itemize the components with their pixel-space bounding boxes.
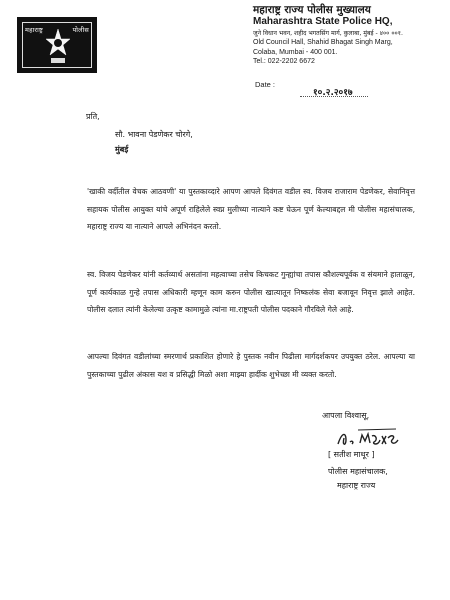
- date-underline: [300, 96, 368, 97]
- body-paragraph-1: 'खाकी वर्दीतील वेचक आठवणी' या पुस्तकाव्दारे आपण आपले दिवंगत वडील स्व. विजय राजाराम पेडणेकर, सेवानिवृत्त सहायक पोलीस आयुक्त यांचे अपूर्ण राहिलेले स्वप्न मुलीच्या नात्याने कष्ट घेऊन पूर्ण केल्याबद्दल मी पोलीस महासंचालक, महाराष्ट्र राज्य या नात्याने आपले अभिनंदन करतो.: [87, 187, 415, 231]
- hq-title-english: Maharashtra State Police HQ,: [253, 16, 393, 27]
- addressee-name: सौ. भावना पेडणेकर चोरगे,: [115, 130, 193, 139]
- body-paragraph-3: आपल्या दिवंगत वडीलांच्या स्मरणार्थ प्रकाशित होणारे हे पुस्तक नवीन पिढीला मार्गदर्शकपर उपयुक्त ठरेल. आपल्या या पुस्तकाच्या पुढील अंकास यश व प्रसिद्धी मिळो अशा माझ्या हार्दीक शुभेच्छा मी व्यक्त करतो.: [87, 352, 415, 379]
- hq-address-marathi: जुने विधान भवन, शहीद भगतसिंग मार्ग, कुलाबा, मुंबई - ४०० ००१.: [253, 30, 403, 37]
- signatory-state: महाराष्ट्र राज्य: [337, 481, 376, 490]
- police-emblem-logo: [17, 17, 97, 73]
- hq-header: [253, 4, 448, 67]
- addressee-salutation: प्रति,: [86, 112, 100, 121]
- signatory-name: [ सतीश माथूर ]: [328, 450, 375, 459]
- hq-address-english-line2: Colaba, Mumbai - 400 001.: [253, 48, 338, 56]
- signatory-designation: पोलीस महासंचालक,: [328, 467, 388, 476]
- hq-title-marathi: महाराष्ट्र राज्य पोलीस मुख्यालय: [253, 4, 371, 16]
- handwritten-signature: [336, 426, 406, 450]
- police-star-icon: [46, 28, 70, 68]
- body-paragraph-2: स्व. विजय पेडणेकर यांनी कर्तव्यार्थ असतांना महत्वाच्या तसेच किचकट गुन्ह्यांचा तपास कौशल्यपूर्वक व संयमाने हाताळून, पूर्ण कार्यकाळ गुन्हे तपास अधिकारी म्हणून काम करुन पोलीस खात्यातून निष्कलंक सेवा बजावून निवृत्त झाले आहेत. पोलीस दलात त्यांनी केलेल्या उत्कृष्ट कामामुळे त्यांना मा.राष्ट्रपती पोलीस पदकाने गौरविले गेले आहे.: [87, 270, 415, 314]
- emblem-label-left: महाराष्ट्र: [25, 26, 43, 34]
- hq-telephone: Tel.: 022-2202 6672: [253, 58, 315, 65]
- closing-phrase: आपला विश्वासू,: [322, 411, 370, 420]
- date-value: १०.२.२०१७: [313, 88, 353, 98]
- emblem-label-right: पोलीस: [72, 26, 89, 34]
- hq-address-english-line1: Old Council Hall, Shahid Bhagat Singh Marg,: [253, 39, 393, 46]
- date-label: Date :: [255, 80, 276, 89]
- addressee-city: मुंबई: [115, 145, 129, 154]
